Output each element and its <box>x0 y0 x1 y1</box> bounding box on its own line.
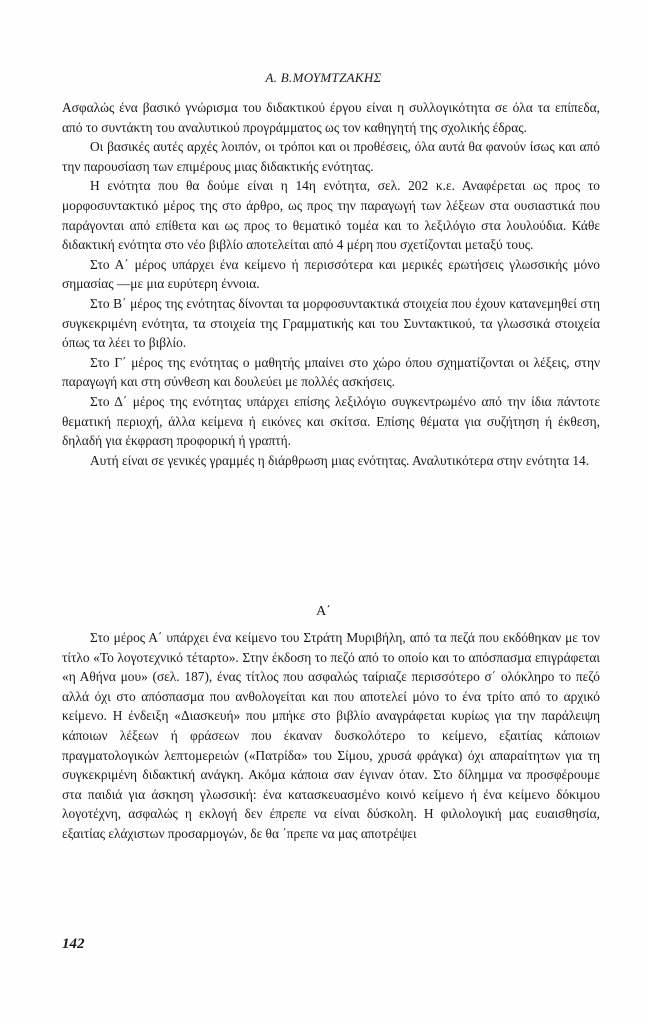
body-text-bottom <box>62 628 600 844</box>
body-text-top <box>62 98 600 470</box>
running-head: Α. Β.ΜΟΥΜΤΖΑΚΗΣ <box>265 70 382 85</box>
paragraph: Στο Γ΄ μέρος της ενότητας ο μαθητής μπαίνει στο χώρο όπου σχηματίζονται οι λέξεις, στην παραγωγή και στη σύνθεση και δουλεύει με πολλές ασκήσεις. <box>62 354 600 390</box>
paragraph: Αυτή είναι σε γενικές γραμμές η διάρθρωση μιας ενότητας. Αναλυτικότερα στην ενότητα 14. <box>90 452 590 468</box>
paragraph: Στο Δ΄ μέρος της ενότητας υπάρχει επίσης λεξιλόγιο συγκεντρωμένο από την ίδια πάντοτε θεματική περιοχή, άλλα κείμενα ή εικόνες και σκίτσα. Επίσης θέματα για συζήτηση ή έκθεση, δηλαδή για έκφραση προφορική ή γραπτή. <box>62 393 600 449</box>
paragraph: Στο μέρος Α΄ υπάρχει ένα κείμενο του Στράτη Μυριβήλη, από τα πεζά που εκδόθηκαν με τον τίτλο «Το λογοτεχνικό τέταρτο». Στην έκδοση το πεζό από το οποίο και το απόσπασμα επιγράφεται «η Αθήνα μου» (σελ. 187), ένας τίτλος που ασφαλώς ταίριαζε περισσότερο σ΄ ολόκληρο το πεζό αλλά όχι στο απόσπασμα που ανθολογείται και που αποτελεί μόνο το ένα τρίτο από το αρχικό κείμενο. Η ένδειξη «Διασκευή» που μπήκε στο βιβλίο αναγράφεται κυρίως για την παράλειψη κάποιων λέξεων ή φράσεων που έκαναν δυσκολότερο το κείμενο, εξαιτίας κάποιων πραγματολογικών λεπτομερειών («Πατρίδα» του Σίμου, χρυσά φράγκα) όχι απαραίτητων για τη συγκεκριμένη διδακτική ανάγκη. Ακόμα κάποια σαν έγιναν όταν. Στο δίλημμα να προσφέρουμε στα παιδιά για άσκηση γλωσσική: ένα κατασκευασμένο κοινό κείμενο ή ένα κείμενο δόκιμου λογοτέχνη, ασφαλώς η εκλογή δεν έπρεπε να είναι δύσκολη. Η φιλολογική μας ευαισθησία, εξαιτίας ελάχιστων προσαρμογών, δε θα ΄πρεπε να μας αποτρέψει <box>62 630 600 841</box>
paragraph: Ασφαλώς ένα βασικό γνώρισμα του διδακτικού έργου είναι η συλλογικότητα σε όλα τα επίπεδα, από το συντάκτη του αναλυτικού προγράμματος ως τον καθηγητή της σχολικής έδρας. <box>62 100 600 135</box>
paragraph: Η ενότητα που θα δούμε είναι η 14η ενότητα, σελ. 202 κ.ε. Αναφέρεται ως προς το μορφοσυντακτικό μέρος της στο άρθρο, ως προς την παραγωγή των λέξεων στα ουσιαστικά που παράγονται από επίθετα και ως προς το θεματικό τομέα και το λεξιλόγιο στα λουλούδια. Κάθε διδακτική ενότητα στο νέο βιβλίο αποτελείται από 4 μέρη που σχετίζονται μεταξύ τους. <box>62 178 600 253</box>
section-heading: Α΄ <box>316 604 331 619</box>
paragraph: Οι βασικές αυτές αρχές λοιπόν, οι τρόποι και οι προθέσεις, όλα αυτά θα φανούν ίσως και από την παρουσίαση των επιμέρους μιας διδακτικής ενότητας. <box>62 139 600 174</box>
page-number: 142 <box>62 936 85 952</box>
paragraph: Στο Β΄ μέρος της ενότητας δίνονται τα μορφοσυντακτικά στοιχεία που έχουν κατανεμηθεί στη συγκεκριμένη ενότητα, τα στοιχεία της Γραμματικής και του Συντακτικού, τα γλωσσικά στοιχεία όπως τα λέει το βιβλίο. <box>62 295 600 351</box>
paragraph: Στο Α΄ μέρος υπάρχει ένα κείμενο ή περισσότερα και μερικές ερωτήσεις γλωσσικής μόνο σημασίας —με μια ευρύτερη έννοια. <box>62 256 600 292</box>
